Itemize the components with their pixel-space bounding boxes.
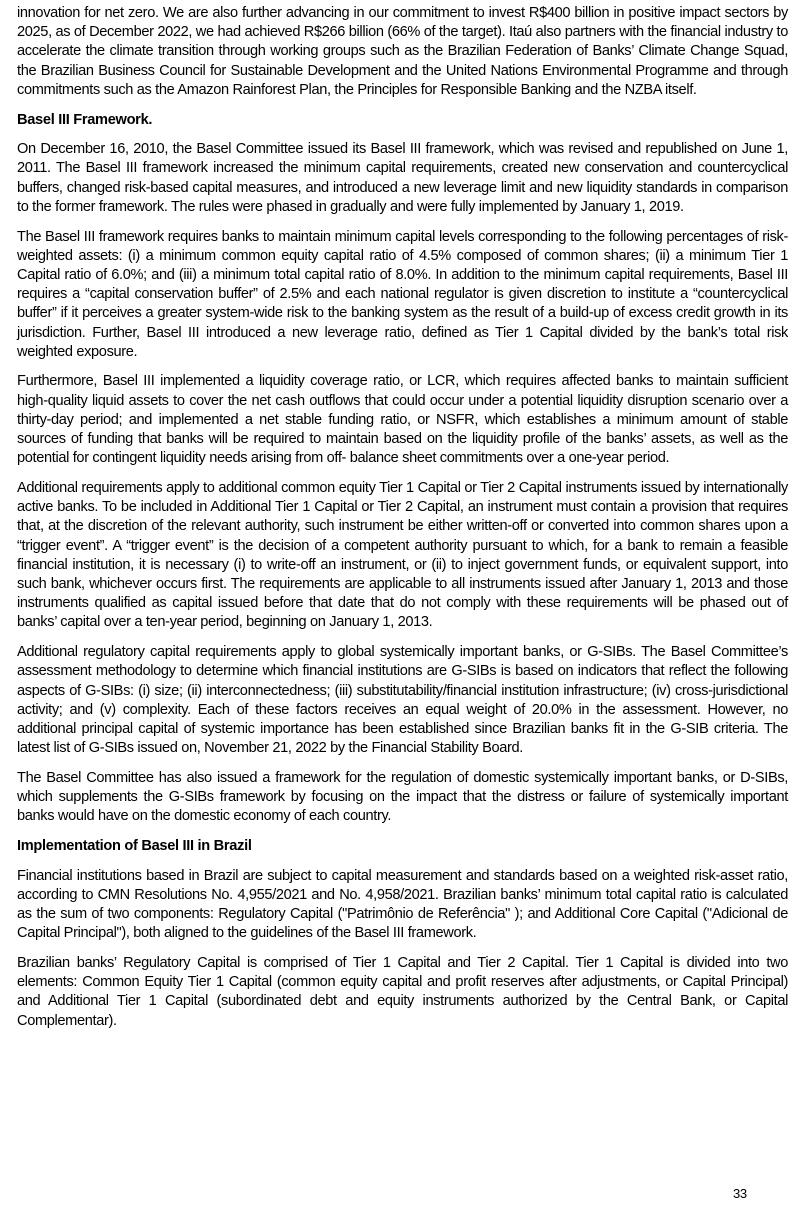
paragraph-liquidity-ratios: Furthermore, Basel III implemented a liquidity coverage ratio, or LCR, which requires affected banks to maintain sufficient high-quality liquid assets to cover the net cash outflows that could occur under a potential liquidity disruption scenario over a thirty-day period; and implemented a net stable funding ratio, or NSFR, which establishes a minimum amount of stable sources of funding that banks will be required to maintain based on the liquidity profile of the banks’ assets, as well as the potential for contingent liquidity needs arising from off- balance sheet commitments over a one-year period. bbox=[17, 373, 788, 467]
paragraph-regulatory-capital-tiers: Brazilian banks’ Regulatory Capital is comprised of Tier 1 Capital and Tier 2 Capital. Tier 1 Capital is divided into two elements: Common Equity Tier 1 Capital (common equity capital and profit reserves after adjustments, or Capital Principal) and Additional Tier 1 Capital (subordinated debt and equity instruments authorized by the Central Bank, or Capital Complementar). bbox=[17, 954, 788, 1029]
paragraph-capital-requirements: The Basel III framework requires banks to maintain minimum capital levels corresponding to the following percentages of risk-weighted assets: (i) a minimum common equity capital ratio of 4.5% composed of common shares; (ii) a minimum Tier 1 Capital ratio of 6.0%; and (iii) a minimum total capital ratio of 8.0%. In addition to the minimum capital requirements, Basel III requires a “capital conservation buffer” of 2.5% and each national regulator is given discretion to institute a “countercyclical buffer” if it perceives a greater system-wide risk to the banking system as the result of a build-up of excess credit growth in its jurisdiction. Further, Basel III introduced a new leverage ratio, defined as Tier 1 Capital divided by the bank’s total risk weighted exposure. bbox=[17, 228, 788, 360]
heading-basel-iii-framework: Basel III Framework. bbox=[17, 111, 153, 128]
paragraph-d-sibs: The Basel Committee has also issued a framework for the regulation of domestic systemically important banks, or D-SIBs, which supplements the G-SIBs framework by focusing on the impact that the distress or failure of systemically important banks would have on the domestic economy of each country. bbox=[17, 769, 788, 825]
paragraph-brazil-capital-measurement: Financial institutions based in Brazil are subject to capital measurement and standards based on a weighted risk-asset ratio, according to CMN Resolutions No. 4,955/2021 and No. 4,958/2021. Brazilian banks’ minimum total capital ratio is calculated as the sum of two components: Regulatory Capital ("Patrimônio de Referência" ); and Additional Core Capital ("Adicional de Capital Principal"), both aligned to the guidelines of the Basel III framework. bbox=[17, 867, 788, 942]
paragraph-net-zero-commitments: innovation for net zero. We are also further advancing in our commitment to invest R$400 billion in positive impact sectors by 2025, as of December 2022, we had achieved R$266 billion (66% of the target). Itaú also partners with the financial industry to accelerate the climate transition through working groups such as the Brazilian Federation of Banks’ Climate Change Squad, the Brazilian Business Council for Sustainable Development and the United Nations Environmental Programme and through commitments such as the Amazon Rainforest Plan, the Principles for Responsible Banking and the NZBA itself. bbox=[17, 5, 788, 98]
heading-implementation-brazil: Implementation of Basel III in Brazil bbox=[17, 837, 252, 854]
paragraph-g-sibs: Additional regulatory capital requirements apply to global systemically important banks, or G-SIBs. The Basel Committee’s assessment methodology to determine which financial institutions are G-SIBs is based on indicators that reflect the following aspects of G-SIBs: (i) size; (ii) interconnectedness; (iii) substitutability/financial institution infrastructure; (iv) cross-jurisdictional activity; and (v) complexity. Each of these factors receives an equal weight of 20.0% in the assessment. However, no additional principal capital of systemic importance has been established since Brazilian banks fit in the G-SIB criteria. The latest list of G-SIBs issued on, November 21, 2022 by the Financial Stability Board. bbox=[17, 644, 788, 757]
page-number: 33 bbox=[733, 1186, 747, 1201]
document-page bbox=[17, 4, 788, 1041]
paragraph-basel-iii-history: On December 16, 2010, the Basel Committee issued its Basel III framework, which was revised and republished on June 1, 2011. The Basel III framework increased the minimum capital requirements, created new conservation and countercyclical buffers, changed risk-based capital measures, and introduced a new leverage limit and new liquidity standards in comparison to the former framework. The rules were phased in gradually and were fully implemented by January 1, 2019. bbox=[17, 141, 788, 215]
paragraph-additional-requirements: Additional requirements apply to additional common equity Tier 1 Capital or Tier 2 Capital instruments issued by internationally active banks. To be included in Additional Tier 1 Capital or Tier 2 Capital, an instrument must contain a provision that requires that, at the discretion of the relevant authority, such instrument be either written-off or converted into common shares upon a “trigger event”. A “trigger event” is the decision of a competent authority pursuant to which, for a bank to remain a feasible financial institution, it is necessary (i) to write-off an instrument, or (ii) to inject government funds, or equivalent support, into such bank, whichever occurs first. The requirements are applicable to all instruments issued after January 1, 2013 and those instruments qualified as capital issued before that date that do not comply with these requirements will be phased out of banks’ capital over a ten-year period, beginning on January 1, 2013. bbox=[17, 479, 788, 631]
